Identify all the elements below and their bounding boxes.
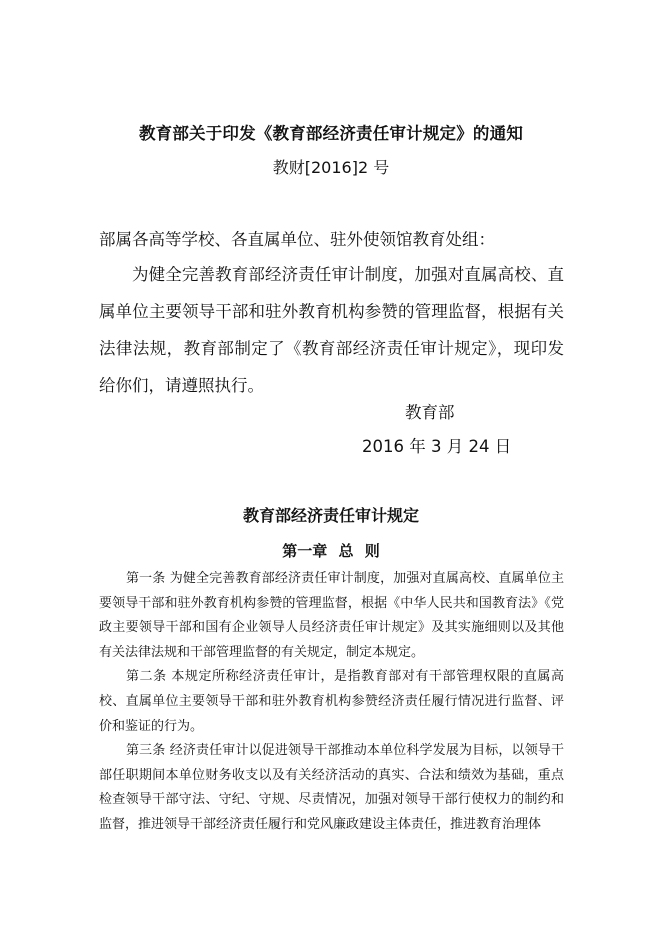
article-list [99, 567, 564, 838]
salutation: 部属各高等学校、各直属单位、驻外使领馆教育处组： [99, 230, 495, 249]
article-2: 第二条 本规定所称经济责任审计，是指教育部对有干部管理权限的直属高校、直属单位主要领导干部和驻外教育机构参赞经济责任履行情况进行监督、评价和鉴证的行为。 [99, 669, 564, 734]
chapter-title: 第一章 总 则 [282, 542, 380, 560]
issuer-signature: 教育部 [405, 403, 455, 422]
regulation-title: 教育部经济责任审计规定 [242, 506, 419, 525]
article-3: 第三条 经济责任审计以促进领导干部推动本单位科学发展为目标，以领导干部任职期间本单位财务收支以及有关经济活动的真实、合法和绩效为基础，重点检查领导干部守法、守纪、守规、尽责情况，加强对领导干部行使权力的制约和监督，推进领导干部经济责任履行和党风廉政建设主体责任，推进教育治理体 [99, 743, 564, 832]
issue-date: 2016 年 3 月 24 日 [362, 437, 512, 456]
article-1: 第一条 为健全完善教育部经济责任审计制度，加强对直属高校、直属单位主要领导干部和驻外教育机构参赞的管理监督，根据《中华人民共和国教育法》《党政主要领导干部和国有企业领导人员经济责任审计规定》及其实施细则以及其他有关法律法规和干部管理监督的有关规定，制定本规定。 [99, 571, 564, 660]
notice-title: 教育部关于印发《教育部经济责任审计规定》的通知 [138, 124, 524, 143]
document-number: 教财[2016]2 号 [272, 158, 390, 177]
notice-body: 为健全完善教育部经济责任审计制度，加强对直属高校、直属单位主要领导干部和驻外教育机构参赞的管理监督，根据有关法律法规，教育部制定了《教育部经济责任审计规定》，现印发给你们，请遵照执行。 [99, 265, 564, 395]
